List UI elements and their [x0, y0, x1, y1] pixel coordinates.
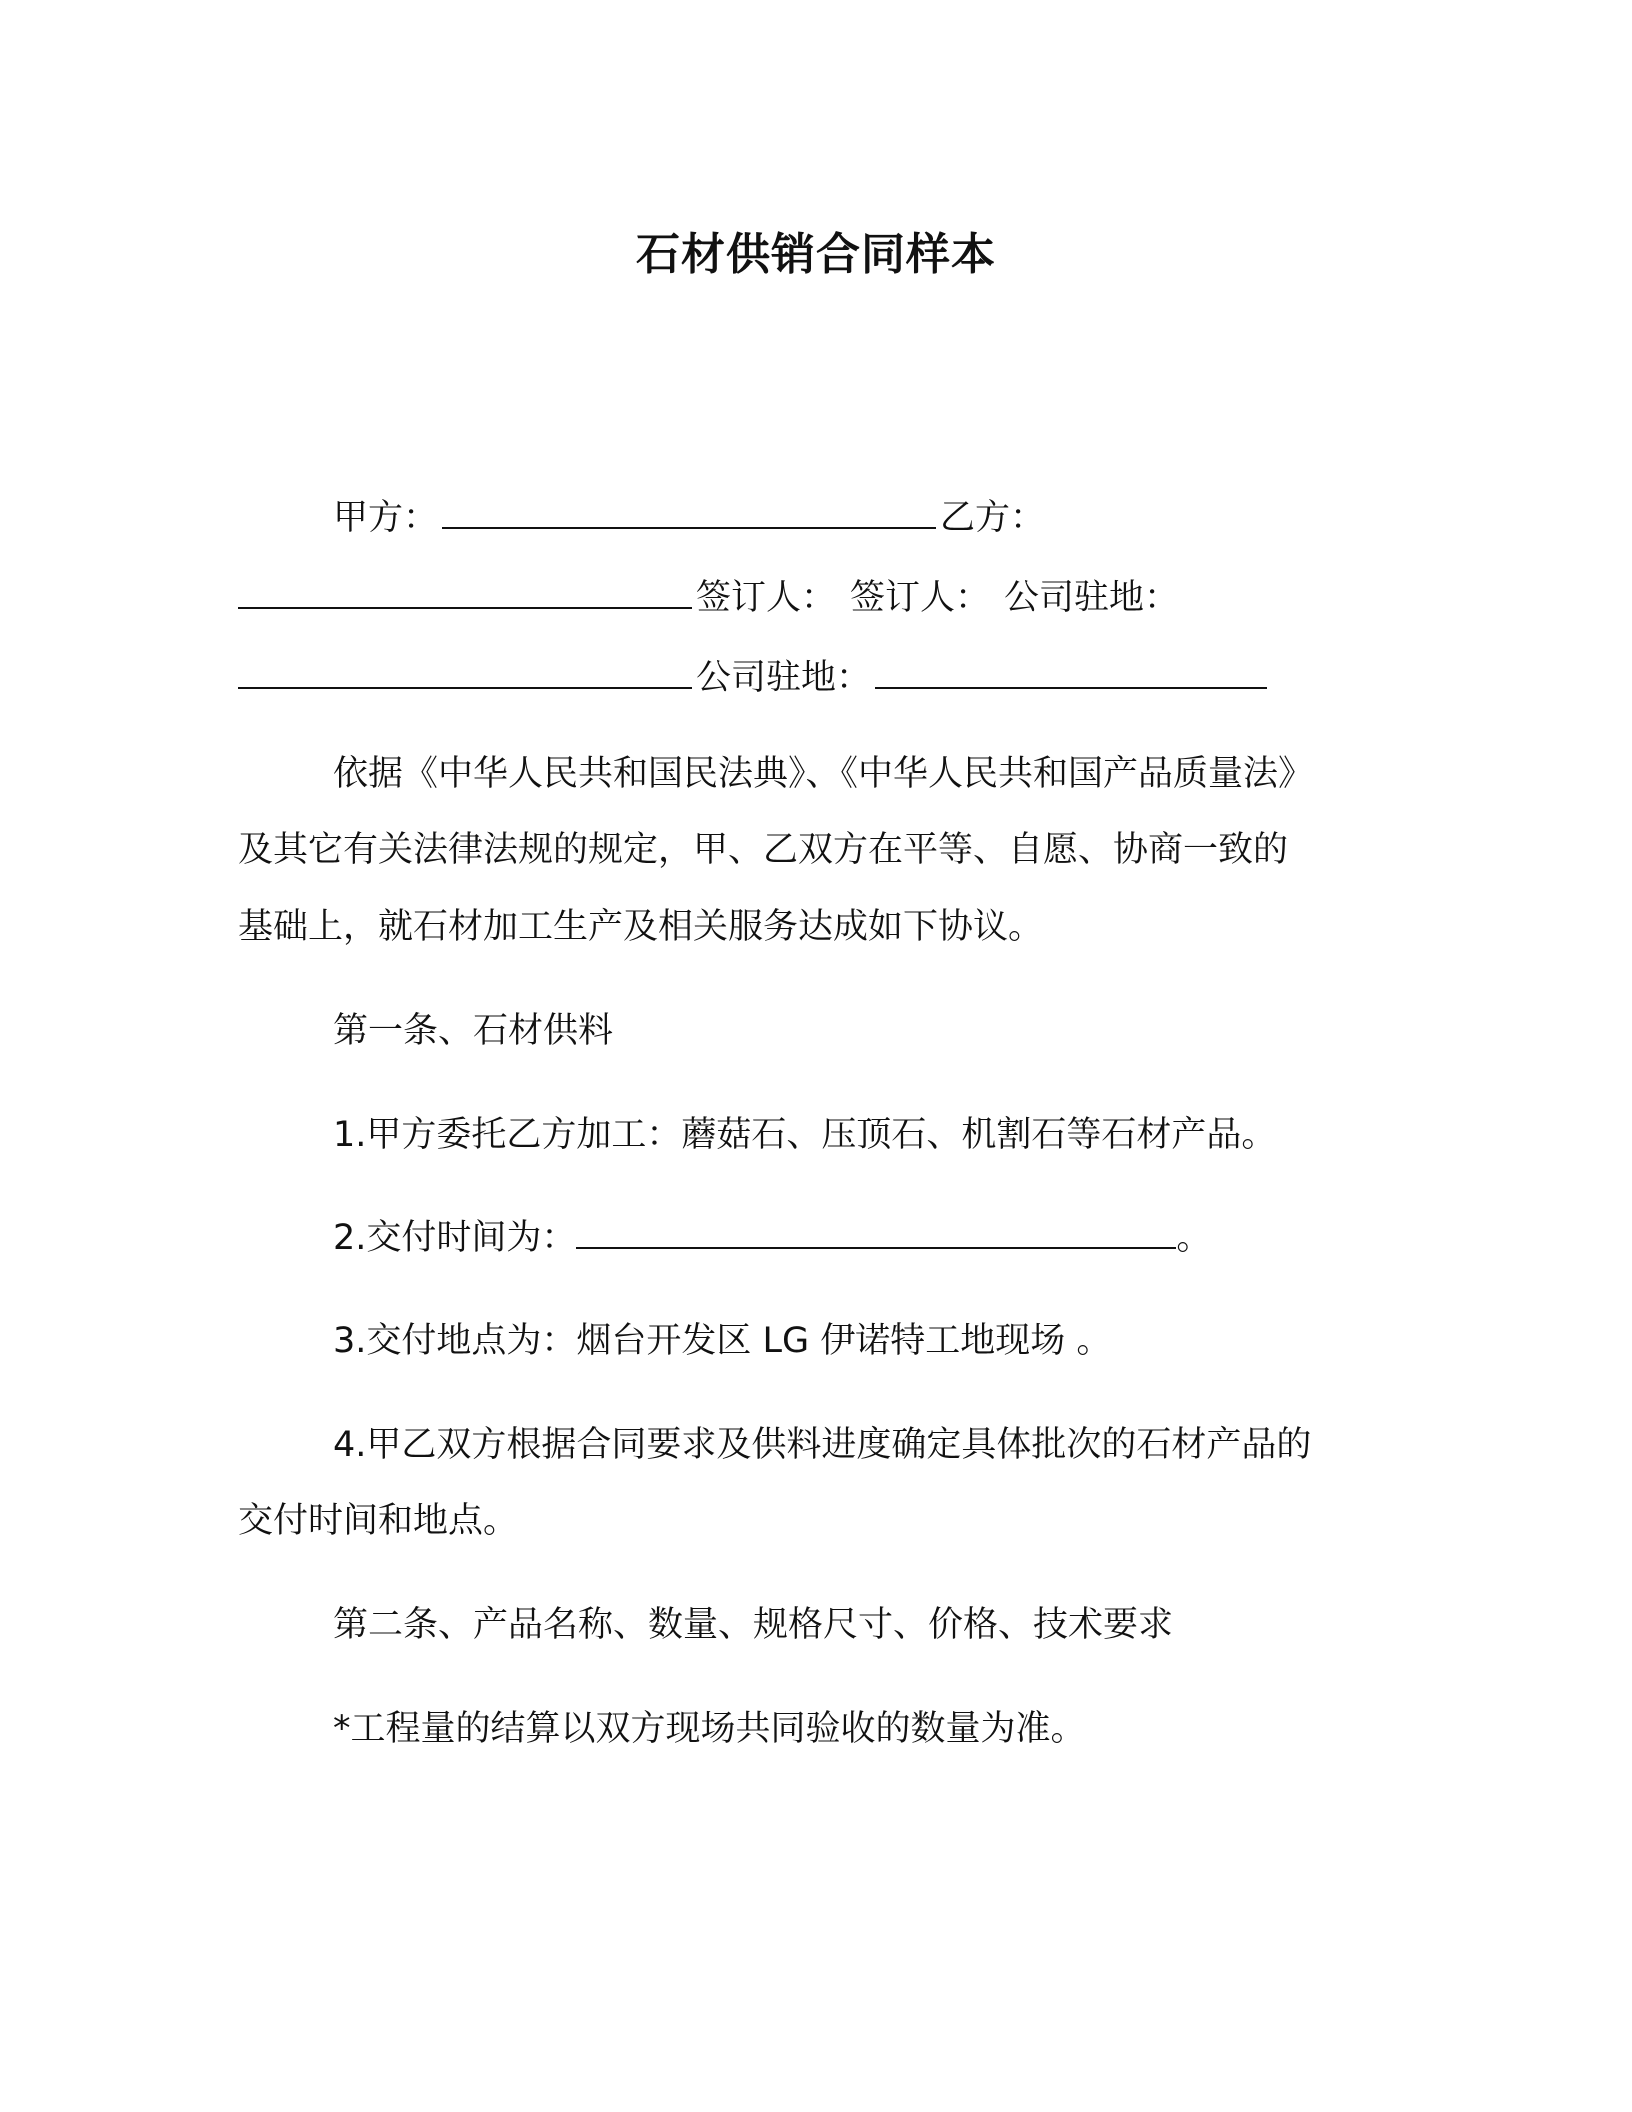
party-a-blank [442, 493, 936, 529]
address-a-label: 公司驻地： [1004, 578, 1180, 618]
address-b-label: 公司驻地： [696, 658, 872, 698]
article1-item3: 3.交付地点为：烟台开发区 LG 伊诺特工地现场 。 [333, 1321, 1112, 1361]
address-b-blank [875, 653, 1267, 689]
article1-heading: 第一条、石材供料 [333, 1011, 614, 1051]
article2-heading: 第二条、产品名称、数量、规格尺寸、价格、技术要求 [333, 1605, 1174, 1645]
item2-prefix: 2.交付时间为： [333, 1218, 577, 1258]
preamble-line-3: 基础上，就石材加工生产及相关服务达成如下协议。 [238, 907, 1044, 947]
address-a-blank [238, 653, 692, 689]
party-line-3 [238, 653, 1271, 702]
article1-item2 [333, 1213, 1211, 1262]
article2-note: *工程量的结算以双方现场共同验收的数量为准。 [333, 1709, 1086, 1749]
signer-a-label: 签订人： [696, 578, 837, 618]
party-b-blank [238, 573, 692, 609]
delivery-time-blank [576, 1213, 1176, 1249]
preamble-line-2: 及其它有关法律法规的规定，甲、乙双方在平等、自愿、协商一致的 [238, 830, 1289, 870]
party-line-2 [238, 573, 1179, 622]
article1-item4-line2: 交付时间和地点。 [238, 1501, 519, 1541]
party-a-label: 甲方： [333, 498, 439, 538]
party-line-1 [333, 493, 1045, 542]
party-b-label: 乙方： [940, 498, 1046, 538]
preamble-line-1: 依据《中华人民共和国民法典》、《中华人民共和国产品质量法》 [333, 754, 1314, 794]
signer-b-label: 签订人： [850, 578, 991, 618]
article1-item1: 1.甲方委托乙方加工：蘑菇石、压顶石、机割石等石材产品。 [333, 1115, 1277, 1155]
article1-item4-line1: 4.甲乙双方根据合同要求及供料进度确定具体批次的石材产品的 [333, 1425, 1312, 1465]
document-title: 石材供销合同样本 [636, 229, 996, 280]
item2-suffix: 。 [1176, 1218, 1212, 1258]
